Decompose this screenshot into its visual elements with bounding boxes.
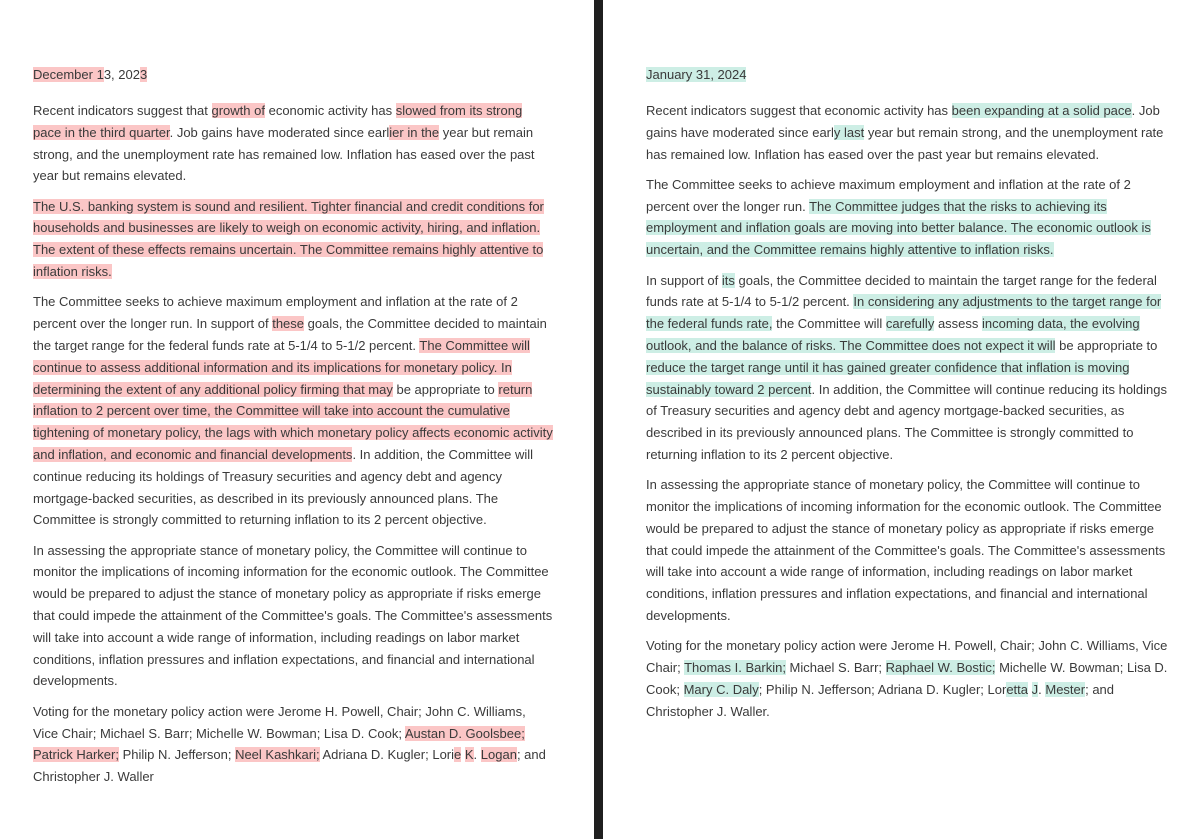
unchanged-text: assess [934,316,983,332]
unchanged-text: . [1038,681,1046,697]
deleted-text: e [454,747,462,763]
previous-statement-body [33,100,594,788]
statement-paragraph [33,291,553,531]
column-divider [594,0,603,839]
unchanged-text: goals, the Committee decided to maintain the target range for the federal funds rate at 5-1/4 to 5-1/2 percent. [33,316,547,353]
unchanged-text: Philip N. Jefferson; [118,747,236,763]
unchanged-text: Voting for the monetary policy action were Jerome H. Powell, Chair; John C. Williams, Vice Chair; Michael S. Barr; Michelle W. Bowman; Lisa D. Cook; [33,703,526,741]
statement-paragraph [33,196,553,283]
deleted-text: The U.S. banking system is sound and resilient. Tighter financial and credit conditions for households and businesses are likely to weigh on economic activity, hiring, and inflation. The extent of these effects remains uncertain. The Committee remains highly attentive to inflation risks. [33,198,544,280]
unchanged-text: Adriana D. Kugler; Lori [319,747,455,763]
inserted-text: Raphael W. Bostic; [885,660,996,676]
unchanged-text: In assessing the appropriate stance of monetary policy, the Committee will continue to monitor the implications of incoming information for the economic outlook. The Committee would be prepared to adjust the stance of monetary policy as appropriate if risks emerge that could impede the attainment of the Committee's goals. The Committee's assessments will take into account a wide range of information, including readings on labor market conditions, inflation pressures and inflation expectations, and financial and international developments. [33,542,553,689]
deleted-text: growth of [211,103,265,118]
deleted-text: K [464,747,474,763]
statement-paragraph [33,540,553,693]
inserted-text: carefully [885,316,935,332]
deleted-text: slowed from its strong pace in the third quarter [33,103,523,140]
unchanged-text: economic activity has [264,103,396,118]
unchanged-text: . Job gains have moderated since earl [646,103,1160,140]
unchanged-text: ; Philip N. Jefferson; Adriana D. Kugler; Lor [758,681,1007,697]
unchanged-text: . In addition, the Committee will continue reducing its holdings of Treasury securities and agency debt and agency mortgage-backed securities, as described in its previously announced plans. The Committee is strongly committed to returning inflation to its 2 percent objective. [33,446,534,528]
unchanged-text: year but remain strong, and the unemployment rate has remained low. Inflation has eased over the past year but remains elevated. [33,124,535,184]
unchanged-text: Voting for the monetary policy action were Jerome H. Powell, Chair; John C. Williams, Vice Chair; [646,638,1168,676]
unchanged-text: . In addition, the Committee will continue reducing its holdings of Treasury securities and agency debt and agency mortgage-backed securities, as described in its previously announced plans. The Committee is strongly committed to returning inflation to its 2 percent objective. [646,381,1168,462]
unchanged-text: Michelle W. Bowman; Lisa D. Cook; [646,660,1168,697]
unchanged-text: be appropriate to [1055,337,1158,353]
unchanged-text: ; and Christopher J. Waller [33,747,546,785]
inserted-text: y last [833,124,865,140]
statement-paragraph [646,174,1168,261]
current-statement-column [603,0,1199,839]
deleted-text: Logan [480,747,517,763]
inserted-text: Thomas I. Barkin; [684,660,786,676]
unchanged-text: . [473,747,481,763]
unchanged-text: year but remain strong, and the unemployment rate has remained low. Inflation has eased over the past year but remains elevated. [646,124,1164,162]
unchanged-text: The Committee seeks to achieve maximum employment and inflation at the rate of 2 percent over the longer run. In support of [33,294,518,332]
inserted-text: J [1031,681,1039,697]
unchanged-text: the Committee will [772,316,886,332]
inserted-text: The Committee judges that the risks to achieving its employment and inflation goals are moving into better balance. The economic outlook is uncertain, and the Committee remains highly attentive to inflation risks. [646,198,1151,258]
unchanged-text: 3 [103,67,112,82]
current-statement-body [646,100,1199,723]
inserted-text: its [721,272,735,288]
statement-paragraph [646,474,1168,627]
unchanged-text: be appropriate to [392,381,499,397]
previous-statement-column [0,0,594,839]
inserted-text: Mary C. Daly [683,681,759,697]
statement-paragraph [646,635,1168,722]
unchanged-text: , 202 [111,67,140,82]
inserted-text: been expanding at a solid pace [951,103,1132,118]
inserted-text: In considering any adjustments to the target range for the federal funds rate, [646,294,1162,332]
deleted-text: The Committee will [419,337,530,353]
statement-paragraph [33,100,553,187]
unchanged-text: Recent indicators suggest that [33,103,212,118]
unchanged-text: In assessing the appropriate stance of monetary policy, the Committee will continue to monitor the implications of incoming information for the economic outlook. The Committee would be prepared to adjust the stance of monetary policy as appropriate if risks emerge that could impede the attainment of the Committee's goals. The Committee's assessments will take into account a wide range of information, including readings on labor market conditions, inflation pressures and inflation expectations, and financial and international developments. [646,477,1166,624]
unchanged-text: In support of [646,272,722,288]
inserted-text: reduce the target range until it has gained greater confidence that inflation is moving sustainably toward 2 percent [646,359,1130,397]
deleted-text: return inflation to 2 percent over time, the Committee will take into account the cumulative tightening of monetary policy, the lags with which monetary policy affects economic activity and inflation, and economic and financial developments [33,381,553,462]
deleted-text: Neel Kashkari; [235,747,320,763]
unchanged-text: goals, the Committee decided to maintain the target range for the federal funds rate at 5-1/4 to 5-1/2 percent. [646,272,1157,310]
deleted-text: assess additional information and its implications for monetary policy. In determining the extent of any additional policy firming that may [33,359,512,397]
deleted-text: 3 [139,67,148,82]
deleted-text: December 1 [33,67,104,82]
current-statement-date [646,66,1199,84]
previous-statement-date [33,66,594,84]
inserted-text: Mester [1045,681,1086,697]
unchanged-text: The Committee seeks to achieve maximum employment and inflation at the rate of 2 percent over the longer run. [646,176,1131,214]
deleted-text: ier in the [389,124,440,140]
inserted-text: etta [1006,681,1028,697]
deleted-text: Austan D. Goolsbee; Patrick Harker; [33,725,525,763]
unchanged-text: . Job gains have moderated since earl [169,124,390,140]
statement-paragraph [33,701,553,788]
inserted-text: incoming data, the evolving outlook, and the balance of risks. The Committee does not expect it will [646,316,1140,353]
unchanged-text: Michael S. Barr; [785,660,886,676]
deleted-text: continue to [33,359,97,375]
statement-paragraph [646,270,1168,466]
unchanged-text: ; and Christopher J. Waller. [646,681,1115,719]
inserted-text: January 31, 2024 [646,67,747,82]
deleted-text: these [272,316,305,332]
statement-paragraph [646,100,1168,165]
unchanged-text: Recent indicators suggest that economic activity has [646,103,952,118]
